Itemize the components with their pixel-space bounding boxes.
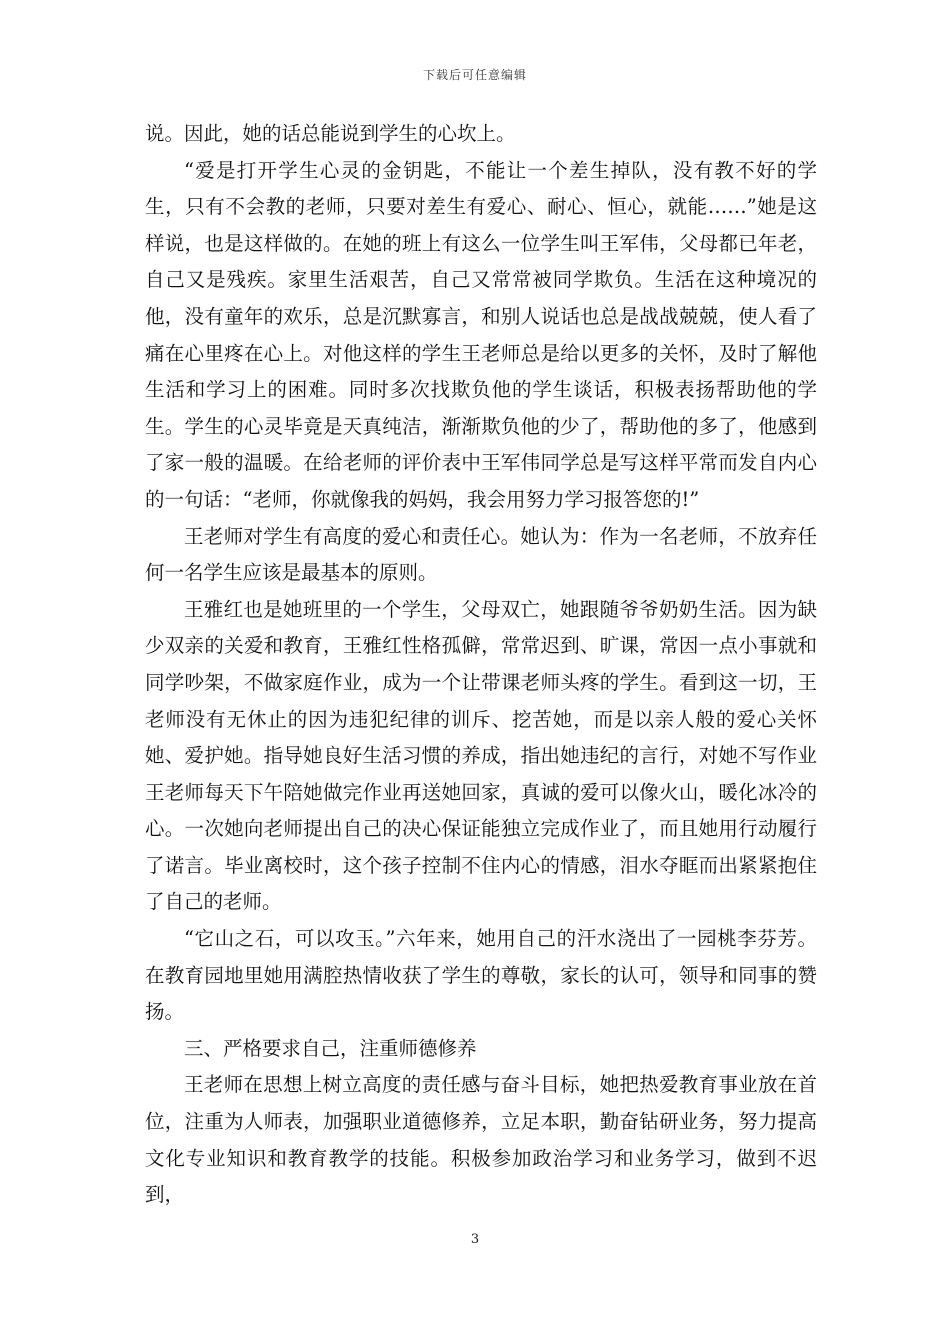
paragraph: 王老师对学生有高度的爱心和责任心。她认为：作为一名老师，不放弃任何一名学生应该是最基本的原则。 xyxy=(145,524,817,585)
document-body xyxy=(145,116,817,1214)
paragraph: 说。因此，她的话总能说到学生的心坎上。 xyxy=(145,122,516,145)
page-number: 3 xyxy=(470,1232,480,1247)
paragraph: “爱是打开学生心灵的金钥匙，不能让一个差生掉队，没有教不好的学生，只有不会教的老师，只要对差生有爱心、耐心、恒心，就能……”她是这样说，也是这样做的。在她的班上有这么一位学生叫王军伟，父母都已年老，自己又是残疾。家里生活艰苦，自己又常常被同学欺负。生活在这种境况的他，没有童年的欢乐，总是沉默寡言，和别人说话也总是战战兢兢，使人看了痛在心里疼在心上。对他这样的学生王老师总是给以更多的关怀，及时了解他生活和学习上的困难。同时多次找欺负他的学生谈话，积极表扬帮助他的学生。学生的心灵毕竟是天真纯洁，渐渐欺负他的少了，帮助他的多了，他感到了家一般的温暖。在给老师的评价表中王军伟同学总是写这样平常而发自内心的一句话：“老师，你就像我的妈妈，我会用努力学习报答您的!” xyxy=(145,158,817,511)
section-heading: 三、严格要求自己，注重师德修养 xyxy=(184,1036,477,1060)
page-header: 下载后可任意编辑 xyxy=(422,68,527,82)
paragraph: 王雅红也是她班里的一个学生，父母双亡，她跟随爷爷奶奶生活。因为缺少双亲的关爱和教育，王雅红性格孤僻，常常迟到、旷课，常因一点小事就和同学吵架，不做家庭作业，成为一个让带课老师头疼的学生。看到这一切，王老师没有无休止的因为违犯纪律的训斥、挖苦她，而是以亲人般的爱心关怀她、爱护她。指导她良好生活习惯的养成，指出她违纪的言行，对她不写作业王老师每天下午陪她做完作业再送她回家，真诚的爱可以像火山，暖化冰冷的心。一次她向老师提出自己的决心保证能独立完成作业了，而且她用行动履行了诺言。毕业离校时，这个孩子控制不住内心的情感，泪水夺眶而出紧紧抱住了自己的老师。 xyxy=(145,597,817,914)
paragraph: “它山之石，可以攻玉。”六年来，她用自己的汗水浇出了一园桃李芬芳。在教育园地里她用满腔热情收获了学生的尊敬，家长的认可，领导和同事的赞扬。 xyxy=(145,927,817,1024)
paragraph: 王老师在思想上树立高度的责任感与奋斗目标，她把热爱教育事业放在首位，注重为人师表，加强职业道德修养，立足本职，勤奋钻研业务，努力提高文化专业知识和教育教学的技能。积极参加政治学习和业务学习，做到不迟到， xyxy=(145,1073,817,1207)
